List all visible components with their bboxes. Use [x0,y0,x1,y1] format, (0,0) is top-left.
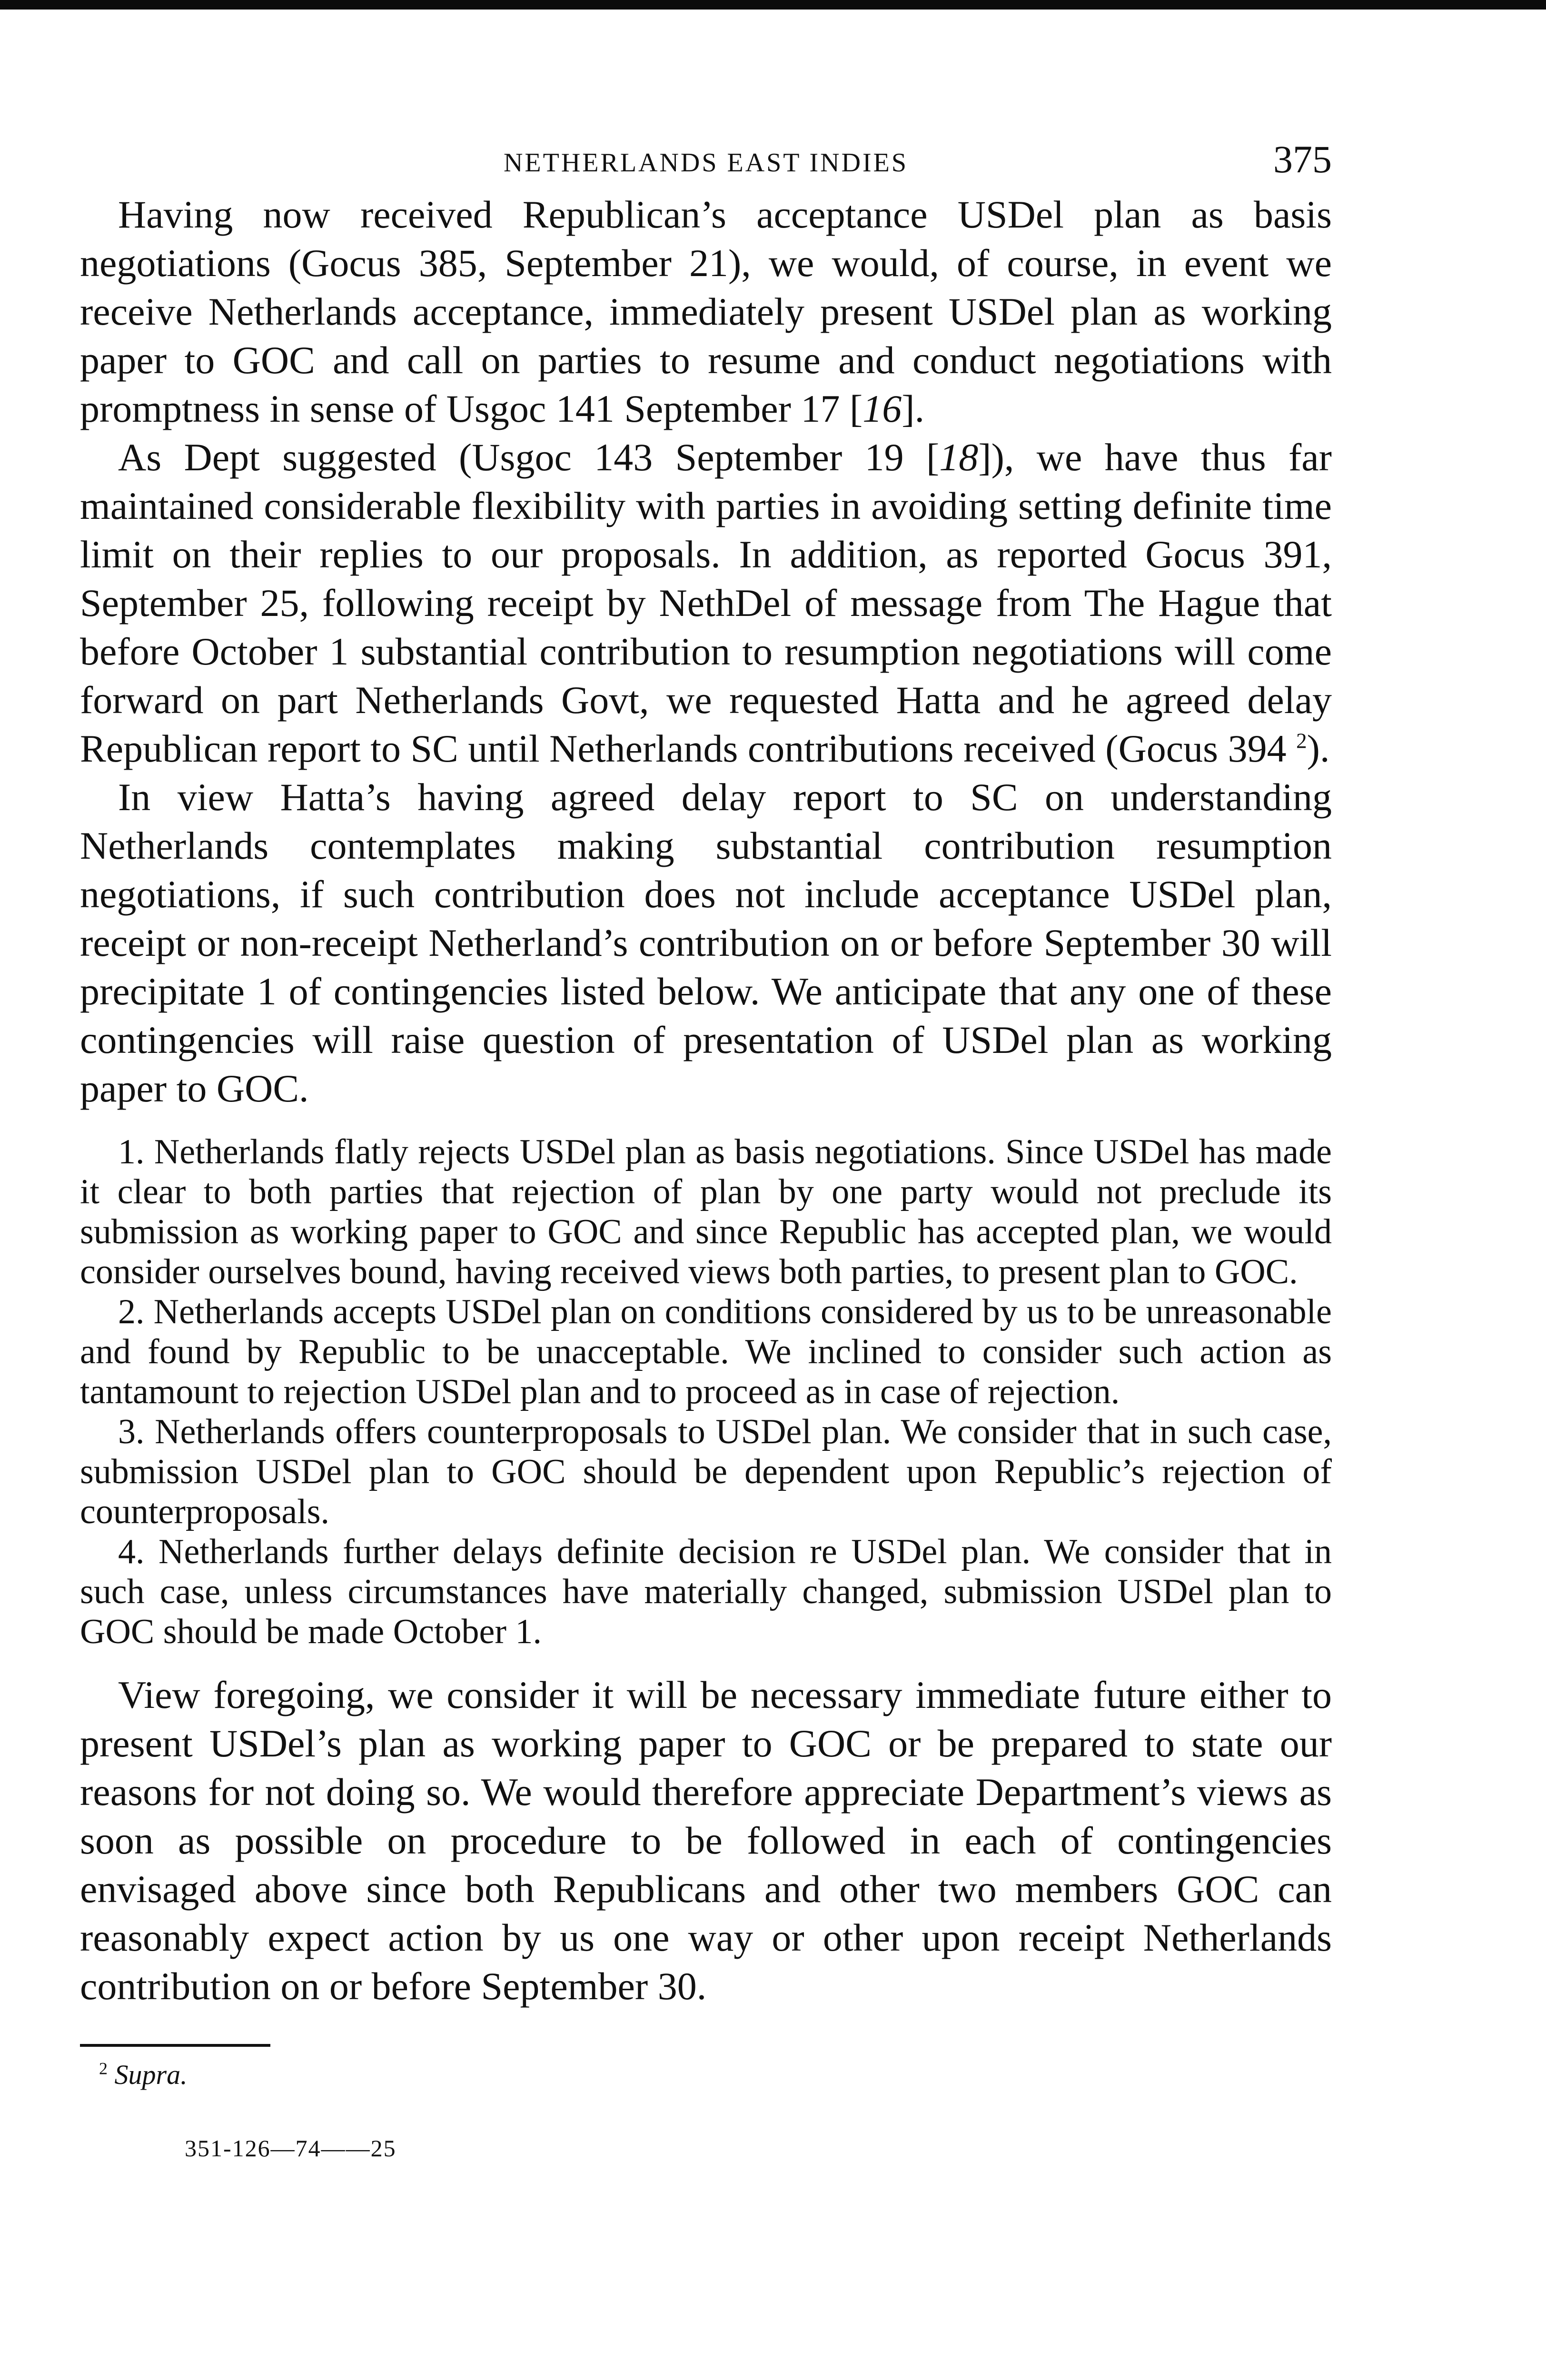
paragraph-1-end: ]. [902,387,925,430]
paragraph-2-text-a: As Dept suggested (Usgoc 143 September 19 [ [118,436,940,479]
running-head [80,129,1332,190]
top-border-rule [0,0,1546,10]
printer-code: 351-126—74——25 [185,2135,396,2162]
contingency-item-3: 3. Netherlands offers counterproposals to USDel plan. We consider that in such case, submission USDel plan to GOC should be dependent upon Republic’s rejection of counterproposals. [80,1412,1332,1531]
closing-body [80,1671,1332,2011]
footnote [80,2058,1332,2092]
contingency-item-1: 1. Netherlands flatly rejects USDel plan as basis negotiations. Since USDel has made it clear to both parties that rejection of plan by one party would not preclude its submission as working paper to GOC and since Republic has accepted plan, we would consider ourselves bound, having received views both parties, to present plan to GOC. [80,1132,1332,1291]
document-page [80,129,1332,2162]
paragraph-1 [80,190,1332,433]
footnote-mark: 2 [99,2059,108,2078]
contingency-list [80,1132,1332,1652]
paragraph-2-text-b: ]), we have thus far maintained considerable flexibility with parties in avoiding setting definite time limit on their replies to our proposals. In addition, as reported Gocus 391, September 25, following receipt by NethDel of message from The Hague that before October 1 substantial contribution to resumption negotiations will come forward on part Netherlands Govt, we requested Hatta and he agreed delay Republican report to SC until Netherlands contributions received (Gocus 394 [80,436,1332,770]
running-title: NETHERLANDS EAST INDIES [503,148,909,178]
footnote-reference-mark: 2 [1296,729,1307,753]
contingency-item-2: 2. Netherlands accepts USDel plan on conditions considered by us to be unreasonable and found by Republic to be unacceptable. We inclined to consider such action as tantamount to rejection USDel plan and to proceed as in case of rejection. [80,1292,1332,1411]
contingency-item-4: 4. Netherlands further delays definite decision re USDel plan. We consider that in such case, unless circumstances have materially changed, submission USDel plan to GOC should be made October 1. [80,1532,1332,1651]
paragraph-3: In view Hatta’s having agreed delay report to SC on understanding Netherlands contemplates making substantial contribution resumption negotiations, if such contribution does not include acceptance USDel plan, receipt or non-receipt Netherland’s contribution on or before September 30 will precipitate 1 of contingencies listed below. We anticipate that any one of these contingencies will raise question of presentation of USDel plan as working paper to GOC. [80,775,1332,1110]
closing-paragraph: View foregoing, we consider it will be necessary immediate future either to present USDel’s plan as working paper to GOC or be prepared to state our reasons for not doing so. We would therefore appreciate Department’s views as soon as possible on procedure to be followed in each of contingencies envisaged above since both Republicans and other two members GOC can reasonably expect action by us one way or other upon receipt Netherlands contribution on or before September 30. [80,1673,1332,2008]
paragraph-2-end: ). [1307,727,1330,770]
paragraph-1-text: Having now received Republican’s acceptance USDel plan as basis negotiations (Gocus 385, September 21), we would, of course, in event we receive Netherlands acceptance, immediately present USDel plan as working paper to GOC and call on parties to resume and conduct negotiations with promptness in sense of Usgoc 141 September 17 [ [80,193,1332,430]
footnote-text: Supra. [114,2059,188,2090]
footnote-divider [80,2044,270,2047]
page-number: 375 [1273,138,1332,181]
paragraph-2 [80,433,1332,773]
paragraph-2-ref: 18 [939,436,979,479]
paragraph-1-ref: 16 [862,387,902,430]
main-body [80,190,1332,1113]
